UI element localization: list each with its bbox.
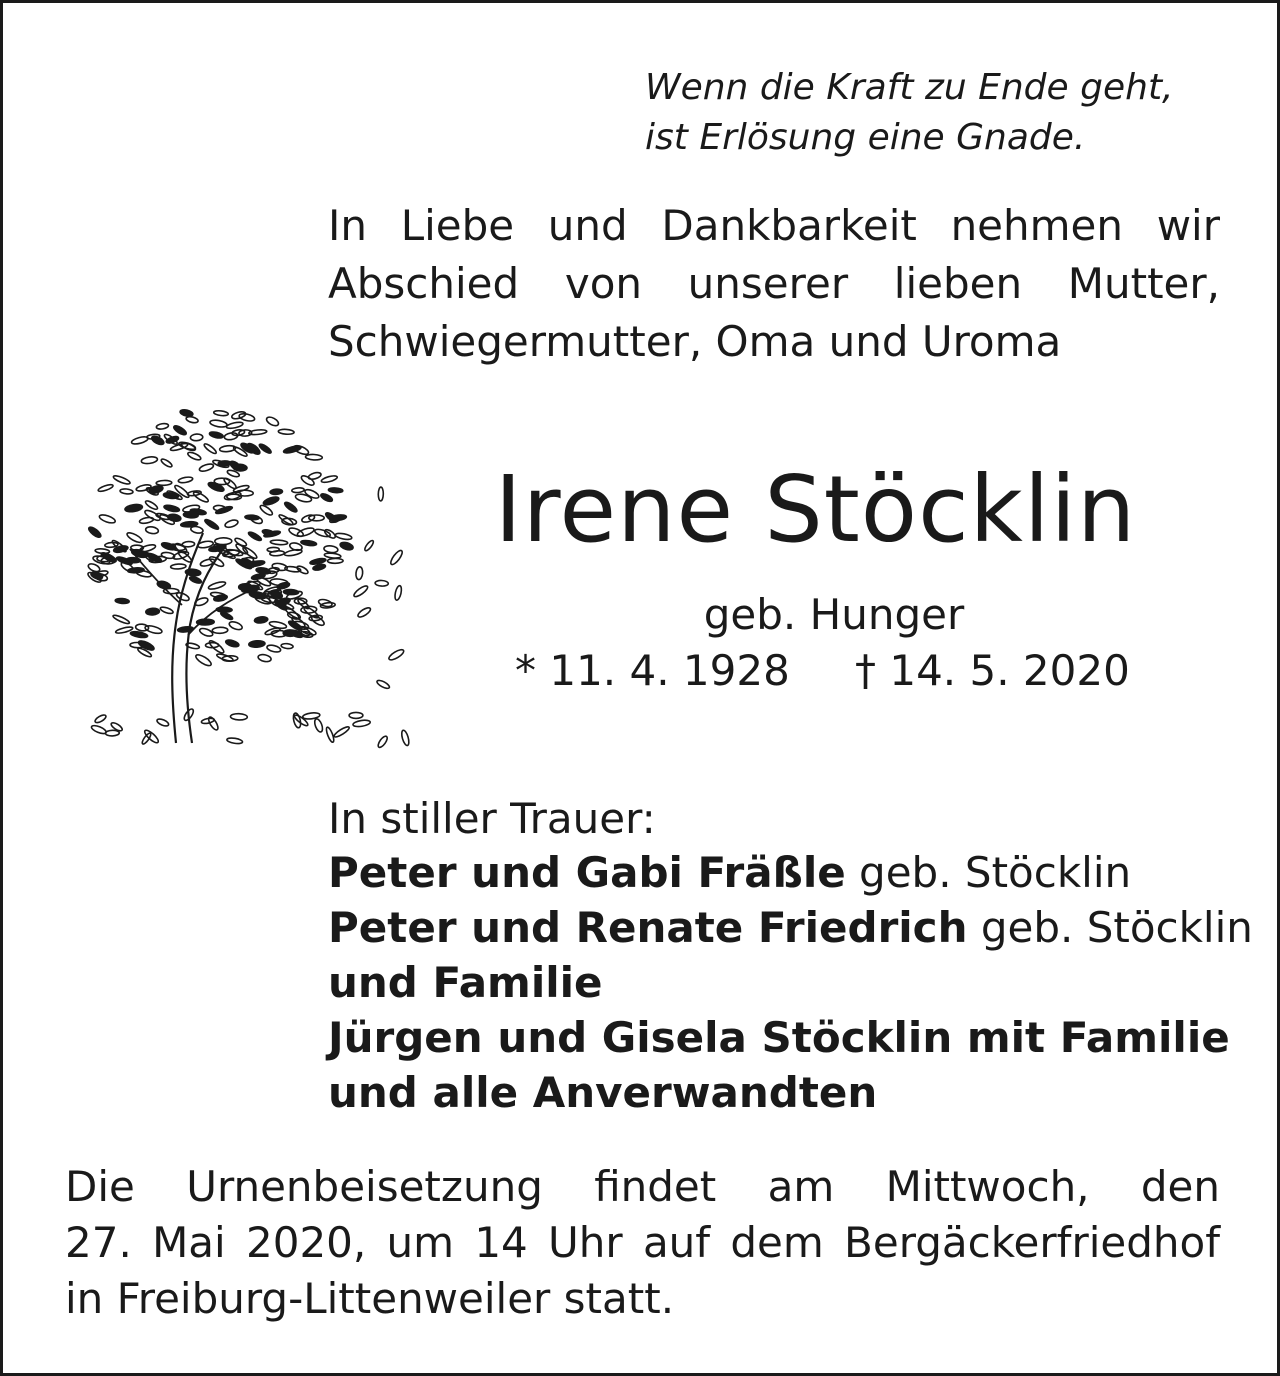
mourner-row-2-suffix: geb. Stöcklin [967, 903, 1253, 952]
intro-line-3: Schwiegermutter, Oma und Uroma [328, 317, 1062, 366]
tree-leaf [183, 512, 198, 518]
mourner-row-3-names: und Familie [328, 958, 603, 1007]
tree-leaf [295, 493, 313, 503]
tree-leaf [174, 542, 189, 555]
tree-leaf [208, 580, 227, 590]
tree-leaf [276, 582, 290, 590]
tree-leaf [284, 549, 302, 557]
tree-leaf [293, 444, 310, 456]
tree-leaf [249, 640, 266, 648]
tree-leaf [124, 503, 142, 512]
tree-leaf [203, 442, 217, 454]
tree-leaf [227, 737, 243, 744]
tree-leaf [190, 434, 203, 441]
tree-leaf [281, 643, 293, 649]
tree-leaf [130, 631, 148, 639]
tree-leaf [376, 679, 391, 690]
tree-leaf [300, 474, 315, 487]
tree-leaf [349, 712, 363, 718]
tree-leaf [213, 410, 228, 416]
tree-leaf [301, 540, 317, 547]
tree-leaf [296, 526, 314, 538]
tree-leaf [146, 608, 160, 616]
tree-leaf [144, 499, 158, 510]
tree-leaf [172, 424, 187, 436]
tree-leaf [230, 713, 247, 720]
tree-leaf [160, 458, 173, 469]
tree-leaf [178, 476, 193, 483]
tree-leaf [270, 550, 285, 556]
tree-leaf [205, 643, 218, 648]
tree-leaf [189, 575, 202, 584]
mourners-heading: In stiller Trauer: [328, 794, 656, 843]
tree-leaf [225, 639, 240, 648]
tree-leaf [388, 648, 406, 662]
quote-line-1: Wenn die Kraft zu Ende geht, [645, 67, 1174, 108]
tree-leaf [266, 644, 281, 653]
burial-line-2: 27. Mai 2020, um 14 Uhr auf dem Bergäckerfriedhof [65, 1218, 1220, 1267]
tree-leaf [131, 435, 149, 445]
quote-line-2: ist Erlösung eine Gnade. [645, 117, 1086, 158]
tree-leaf [186, 416, 199, 424]
tree-leaf [163, 504, 180, 513]
tree-leaf [167, 513, 181, 522]
tree-leaf [292, 487, 305, 493]
tree-leaf [305, 454, 322, 460]
tree-leaf [296, 565, 309, 575]
tree-leaf [187, 451, 202, 461]
tree-leaf [141, 456, 158, 465]
tree-leaf [375, 580, 388, 586]
tree-leaf [270, 489, 283, 495]
tree-leaf [190, 525, 203, 534]
tree-leaf [333, 725, 350, 738]
tree-leaf [209, 431, 224, 439]
tree-leaf [135, 624, 149, 632]
mourner-row-3 [328, 955, 603, 1011]
tree-leaf [204, 518, 220, 531]
tree-leaf [98, 513, 116, 524]
tree-leaf [94, 713, 107, 724]
tree-leaf [355, 566, 363, 579]
tree-leaf [265, 415, 280, 427]
mourner-row-1 [328, 845, 1131, 901]
tree-leaf [304, 488, 320, 500]
tree-leaf [308, 471, 322, 480]
mourner-row-5-names: und alle Anverwandten [328, 1068, 878, 1117]
tree-leaf [228, 620, 243, 631]
tree-leaf [120, 488, 133, 494]
tree-leaf [97, 483, 113, 492]
tree-leaf [254, 616, 268, 624]
tree-leaf [313, 718, 324, 733]
tree-leaf [223, 477, 238, 490]
tree-leaf [156, 423, 169, 430]
burial-line-3: in Freiburg-Littenweiler statt. [65, 1274, 675, 1323]
tree-leaf [115, 598, 129, 604]
tree-leaf [105, 542, 119, 548]
tree-leaf [247, 531, 262, 542]
birth-date: * 11. 4. 1928 [515, 646, 790, 695]
tree-leaf [209, 419, 227, 428]
maiden-name: geb. Hunger [703, 590, 965, 639]
mourner-row-5 [328, 1065, 877, 1121]
tree-leaf [160, 606, 174, 615]
tree-leaf [212, 627, 228, 634]
tree-leaf [278, 429, 294, 435]
tree-leaf [224, 519, 239, 529]
death-date: † 14. 5. 2020 [855, 646, 1130, 695]
intro-line-2: Abschied von unserer lieben Mutter, [328, 259, 1220, 308]
mourner-row-2 [328, 900, 1253, 956]
tree-leaf [95, 548, 110, 554]
tree-leaf [170, 564, 186, 570]
tree-leaf [199, 463, 215, 473]
tree-leaf [270, 540, 288, 546]
tree-leaf [145, 526, 159, 535]
tree-leaf [199, 627, 214, 638]
tree-leaf [151, 435, 166, 447]
tree-leaf [325, 726, 335, 743]
tree-leaf [226, 421, 243, 429]
tree-leaf [377, 735, 389, 749]
tree-leaf [113, 474, 131, 485]
tree-leaf [87, 525, 102, 539]
tree-leaf [400, 730, 410, 747]
tree-leaf [161, 541, 177, 551]
burial-line-1: Die Urnenbeisetzung findet am Mittwoch, den [65, 1162, 1220, 1211]
tree-leaf [257, 653, 271, 662]
tree-leaf [156, 480, 172, 485]
mourner-row-1-names: Peter und Gabi Fräßle [328, 848, 846, 897]
tree-leaf [309, 515, 324, 521]
tree-leaf [136, 569, 152, 577]
tree-leaf [215, 538, 232, 545]
tree-leaf [156, 718, 170, 728]
tree-leaf [262, 495, 279, 506]
mourner-row-2-names: Peter und Renate Friedrich [328, 903, 968, 952]
tree-leaf [105, 730, 119, 736]
tree-leaf [353, 719, 371, 727]
mourner-row-4-names: Jürgen und Gisela Stöcklin mit Familie [328, 1013, 1230, 1062]
tree-leaf [239, 584, 252, 591]
intro-line-1: In Liebe und Dankbarkeit nehmen wir [328, 201, 1220, 250]
tree-leaf [224, 432, 238, 441]
mourner-row-1-suffix: geb. Stöcklin [845, 848, 1132, 897]
deceased-name: Irene Stöcklin [494, 456, 1137, 563]
tree-leaf [90, 724, 107, 735]
tree-leaf [112, 614, 130, 625]
tree-leaf [283, 501, 298, 514]
tree-leaf [194, 653, 212, 668]
tree-leaf [126, 531, 144, 544]
mourner-row-4 [328, 1010, 1230, 1066]
tree-leaf [139, 543, 156, 553]
